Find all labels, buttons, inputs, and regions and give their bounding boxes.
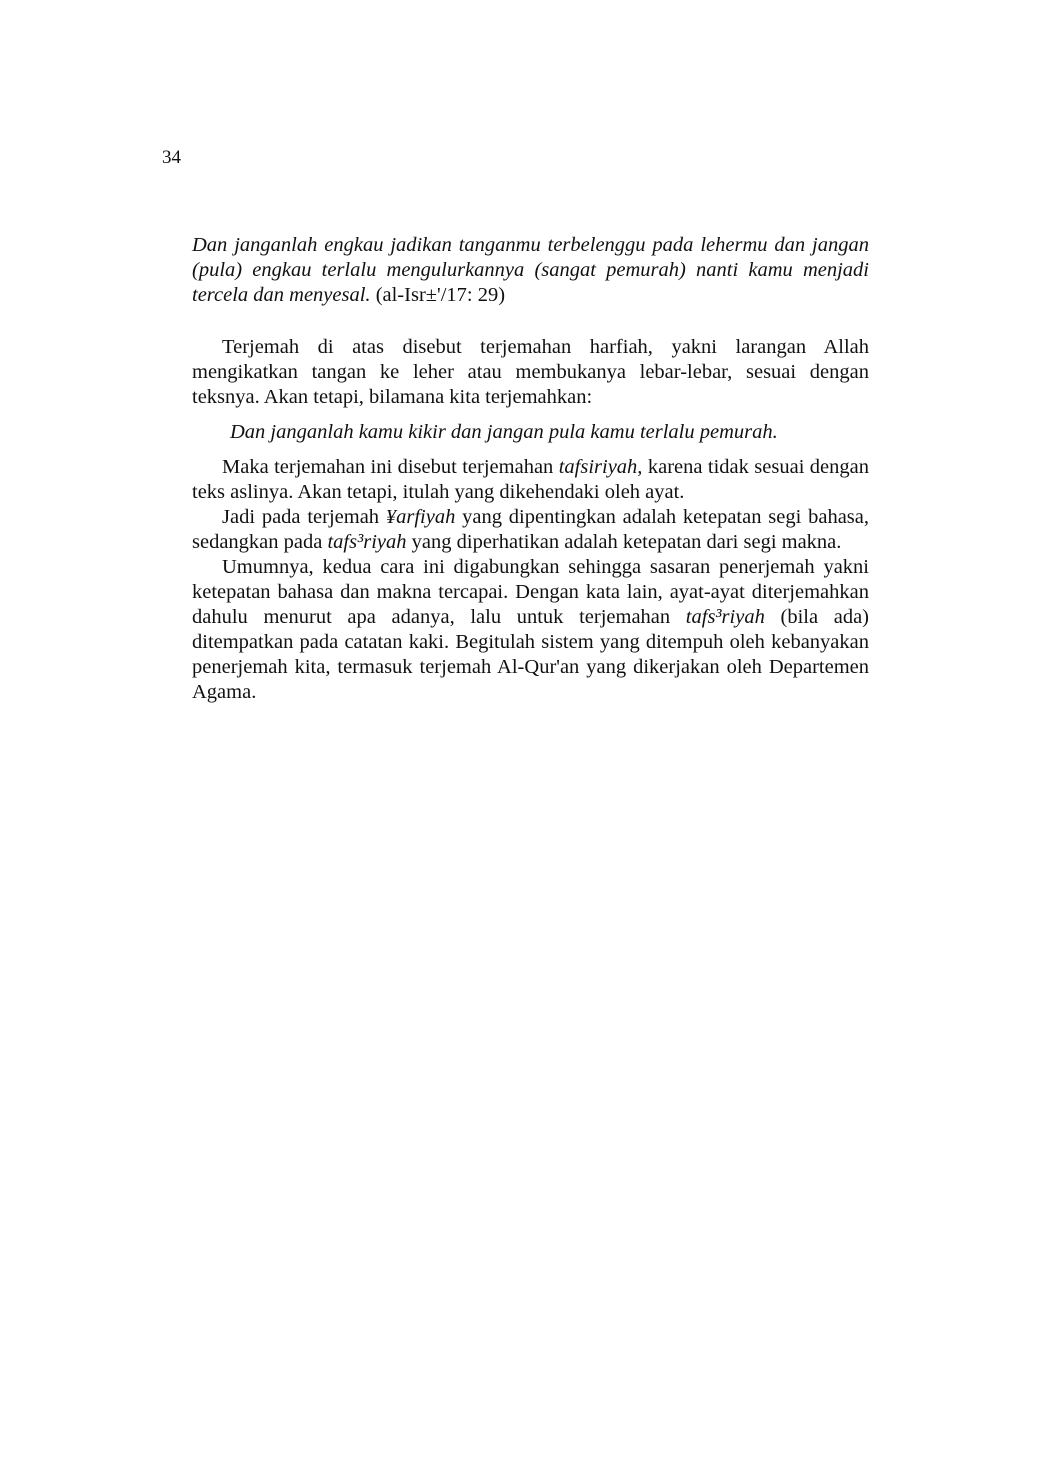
page-number: 34 [162,147,181,168]
paragraph-comparison [192,505,869,555]
quote-text: Dan janganlah engkau jadikan tanganmu terbelenggu pada lehermu dan jangan (pula) engkau terlalu mengulurkannya (sangat pemurah) nanti kamu menjadi tercela dan menyesal. [192,234,869,306]
term-harfiyah: ¥arfiyah [385,506,456,528]
term-tafsiriyah: tafsiriyah, [558,456,643,478]
page-body [192,233,869,705]
paragraph-tafsiriyah [192,455,869,505]
quran-quote [192,233,869,308]
term-tafsiriyah-3: tafs³riyah [685,606,765,628]
paragraph2-after: karena tidak sesuai dengan teks aslinya. Akan tetapi, itulah yang dikehendaki oleh ayat. [192,456,869,503]
paragraph2-before: Maka terjemahan ini disebut terjemahan [222,456,559,478]
quote-reference: (al-Isr±'/17: 29) [375,284,506,306]
paragraph-literal-translation: Terjemah di atas disebut terjemahan harfiah, yakni larangan Allah mengikatkan tangan ke leher atau membukanya lebar-lebar, sesuai dengan teksnya. Akan tetapi, bilamana kita terjemahkan: [192,336,869,408]
paragraph4-part1: Umumnya, kedua cara ini digabungkan sehingga sasaran penerjemah yakni ketepatan bahasa dan makna tercapai. Dengan kata lain, ayat-ayat diterjemahkan dahulu menurut apa adanya, lalu untuk terjemahan [192,556,869,628]
paragraph4-part2: (bila ada) ditempatkan pada catatan kaki. Begitulah sistem yang ditempuh oleh kebanyakan penerjemah kita, termasuk terjemah Al-Qur'an yang dikerjakan oleh Departemen Agama. [192,606,869,703]
term-tafsiriyah-2: tafs³riyah [327,531,407,553]
paragraph3-part1: Jadi pada terjemah [222,506,386,528]
paragraph3-part3: yang diperhatikan adalah ketepatan dari segi makna. [406,531,842,553]
paragraph-combined-method [192,555,869,705]
paragraph3-part2: yang dipentingkan adalah ketepatan segi bahasa, sedangkan pada [192,506,869,553]
verse-translation: Dan janganlah kamu kikir dan jangan pula kamu terlalu pemurah. [230,421,778,443]
